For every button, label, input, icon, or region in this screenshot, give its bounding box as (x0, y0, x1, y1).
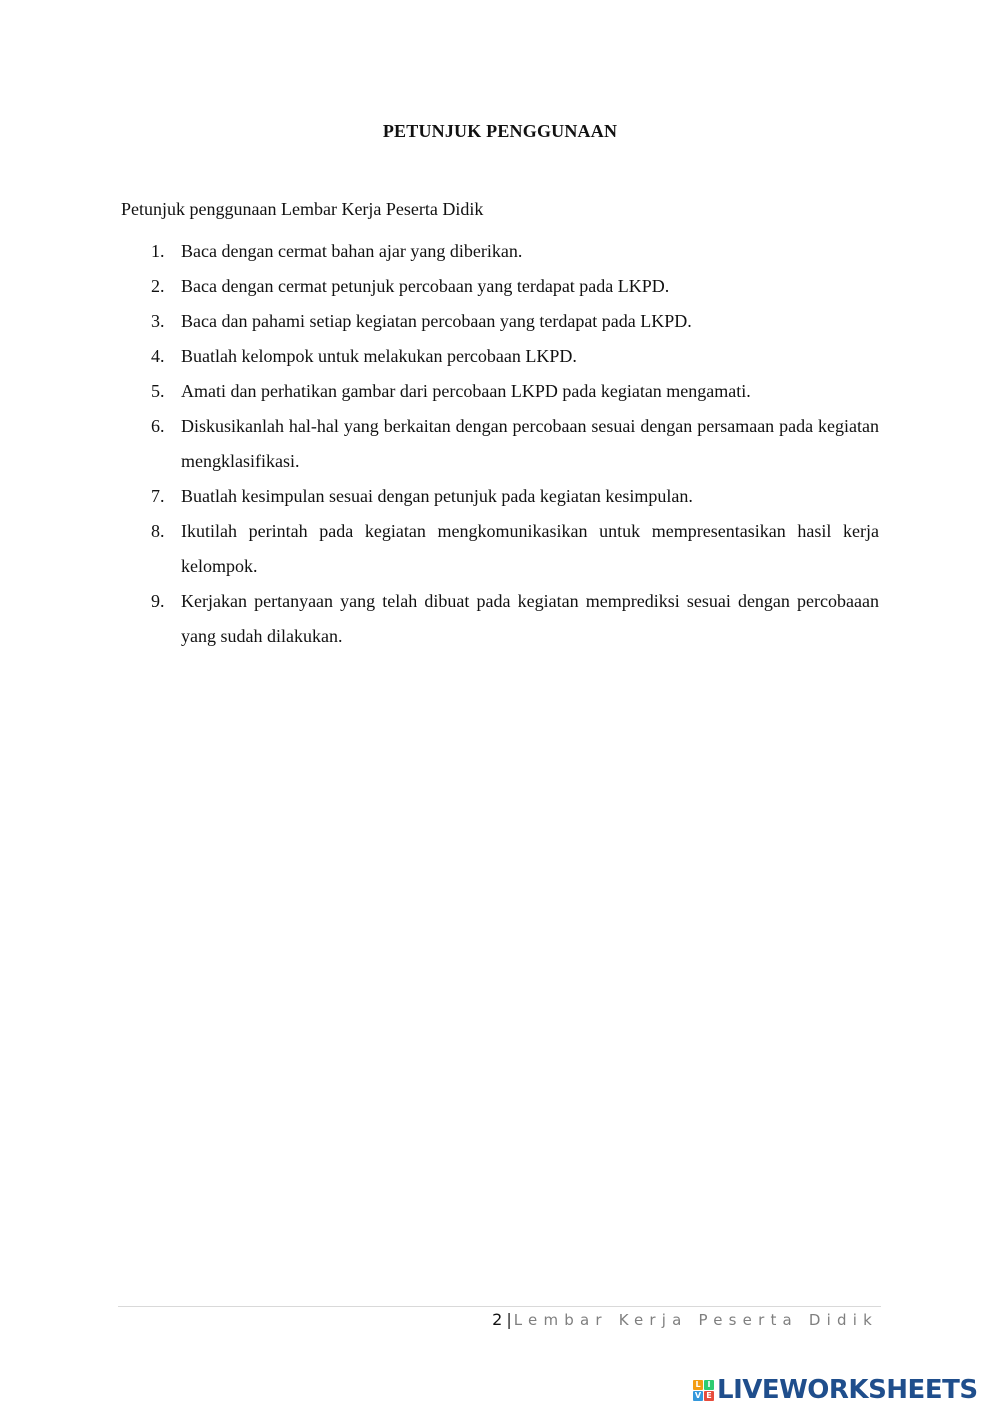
list-item-text: Baca dan pahami setiap kegiatan percobaan yang terdapat pada LKPD. (181, 311, 692, 331)
logo-letter: E (704, 1391, 714, 1401)
intro-text: Petunjuk penggunaan Lembar Kerja Peserta Didik (121, 199, 484, 219)
list-item-number: 8. (151, 521, 165, 541)
list-item (121, 304, 879, 339)
list-item-text: Amati dan perhatikan gambar dari percobaan LKPD pada kegiatan mengamati. (181, 381, 751, 401)
liveworksheets-logo-icon (693, 1380, 714, 1401)
list-item-number: 2. (151, 276, 165, 296)
footer-divider (118, 1306, 881, 1307)
page-number: 2 (492, 1310, 503, 1329)
logo-letter: V (694, 1390, 702, 1400)
page-title: PETUNJUK PENGGUNAAN (382, 121, 618, 141)
brand-name: LIVEWORKSHEETS (717, 1375, 978, 1405)
list-item-number: 7. (151, 486, 165, 506)
list-item-number: 6. (151, 416, 165, 436)
page-footer (492, 1310, 878, 1329)
footer-separator: | (506, 1310, 512, 1329)
instruction-list (121, 234, 879, 654)
list-item-number: 5. (151, 381, 165, 401)
list-item-text: Baca dengan cermat petunjuk percobaan yang terdapat pada LKPD. (181, 276, 670, 296)
list-item (121, 234, 879, 269)
logo-letter: I (704, 1380, 714, 1390)
list-item (121, 479, 879, 514)
list-item-text: Buatlah kelompok untuk melakukan percobaan LKPD. (181, 346, 577, 366)
list-item (121, 374, 879, 409)
list-item-text: Buatlah kesimpulan sesuai dengan petunjuk pada kegiatan kesimpulan. (181, 486, 693, 506)
list-item-text: Diskusikanlah hal-hal yang berkaitan dengan percobaan sesuai dengan persamaan pada kegiatan mengklasifikasi. (181, 416, 879, 471)
logo-letter: L (693, 1380, 703, 1390)
list-item-number: 1. (151, 241, 165, 261)
list-item (121, 269, 879, 304)
list-item-text: Baca dengan cermat bahan ajar yang diberikan. (181, 241, 523, 261)
list-item (121, 409, 879, 479)
list-item-number: 9. (151, 591, 165, 611)
list-item-number: 4. (151, 346, 165, 366)
liveworksheets-brand[interactable] (693, 1375, 978, 1405)
list-item-text: Ikutilah perintah pada kegiatan mengkomunikasikan untuk mempresentasikan hasil kerja kelompok. (181, 521, 879, 576)
footer-text: Lembar Kerja Peserta Didik (513, 1311, 878, 1329)
list-item-number: 3. (151, 311, 165, 331)
list-item (121, 584, 879, 654)
list-item-text: Kerjakan pertanyaan yang telah dibuat pada kegiatan memprediksi sesuai dengan percobaaan yang sudah dilakukan. (181, 591, 879, 646)
list-item (121, 514, 879, 584)
list-item (121, 339, 879, 374)
